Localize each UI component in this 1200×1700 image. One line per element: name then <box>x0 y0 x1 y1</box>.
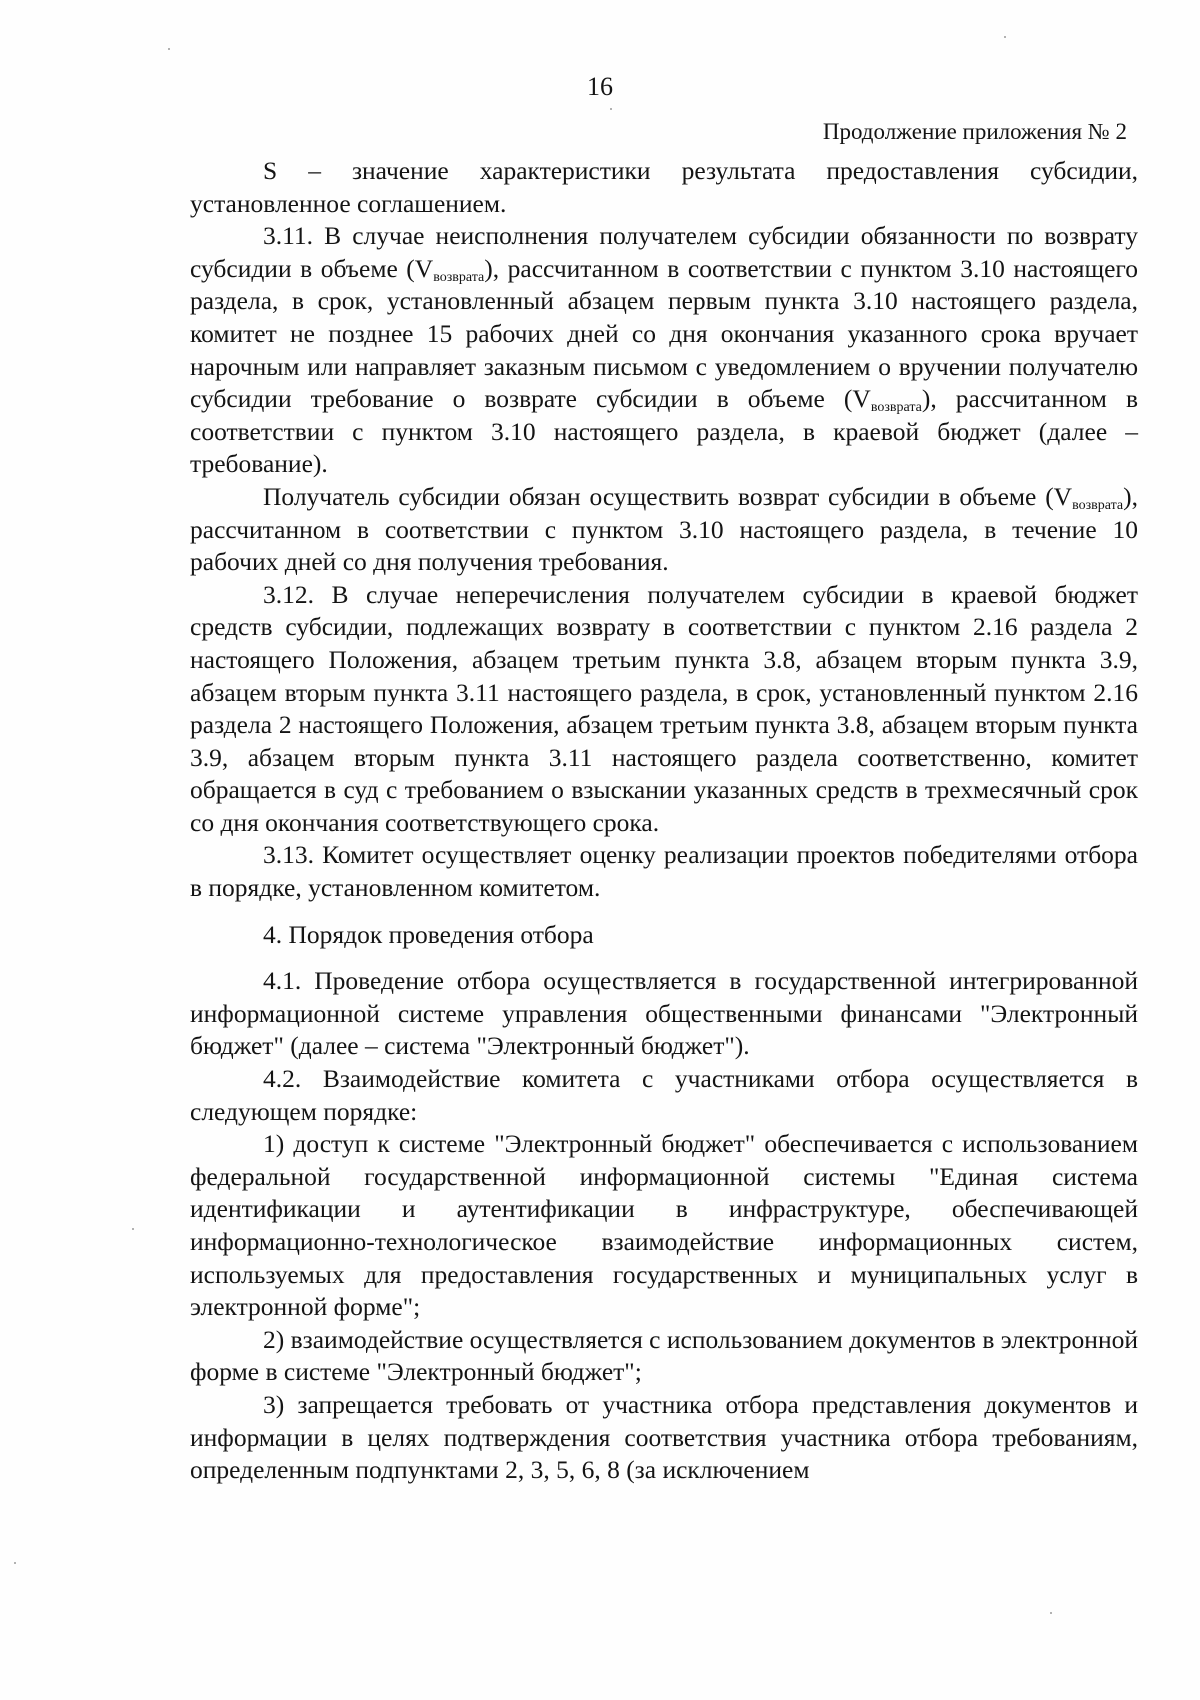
list-item-4-2-2: 2) взаимодействие осуществляется с использованием документов в электронной форме в системе "Электронный бюджет"; <box>190 1324 1138 1387</box>
paragraph-3-11 <box>190 220 1138 481</box>
paragraph-3-11-part-b: ), рассчитанном в соответствии с пунктом 3.10 настоящего раздела, в срок, установленный абзацем первым пункта 3.10 настоящего раздела, комитет не позднее 15 рабочих дней со дня окончания указанного срока вручает нарочным или направляет заказным письмом с уведомлением о вручении получателю субсидии требование о возврате субсидии в объеме (V <box>190 253 1138 414</box>
paragraph-3-13: 3.13. Комитет осуществляет оценку реализации проектов победителями отбора в порядке, установленном комитетом. <box>190 840 1138 903</box>
document-body <box>190 155 1138 1487</box>
page-number: 16 <box>587 72 613 101</box>
scan-speck <box>610 108 612 110</box>
scan-speck <box>132 1228 134 1230</box>
subscript-v-return: возврата <box>1072 497 1124 513</box>
paragraph-3-11-part-a: 3.11. В случае неисполнения получателем субсидии обязанности по возврату субсидии в объеме (V <box>190 221 1138 283</box>
subscript-v-return: возврата <box>433 269 485 285</box>
paragraph-4-2: 4.2. Взаимодействие комитета с участниками отбора осуществляется в следующем порядке: <box>190 1064 1138 1126</box>
scan-speck <box>14 1562 16 1564</box>
scan-speck <box>1004 36 1006 38</box>
paragraph-s-definition: S – значение характеристики результата предоставления субсидии, установленное соглашением. <box>190 156 1138 218</box>
paragraph-recipient-obligation <box>190 481 1138 579</box>
appendix-continuation-note: Продолжение приложения № 2 <box>822 119 1127 144</box>
paragraph-3-12: 3.12. В случае неперечисления получателем субсидии в краевой бюджет средств субсидии, подлежащих возврату в соответствии с пунктом 2.16 раздела 2 настоящего Положения, абзацем третьим пункта 3.8, абзацем вторым пункта 3.9, абзацем вторым пункта 3.11 настоящего раздела, в срок, установленный пунктом 2.16 раздела 2 настоящего Положения, абзацем третьим пункта 3.8, абзацем вторым пункта 3.9, абзацем вторым пункта 3.11 настоящего раздела соответственно, комитет обращается в суд с требованием о взыскании указанных средств в трехмесячный срок со дня окончания соответствующего срока. <box>190 579 1138 837</box>
scan-speck <box>1050 1612 1052 1614</box>
list-item-4-2-1: 1) доступ к системе "Электронный бюджет" обеспечивается с использованием федеральной государственной информационной системы "Единая система идентификации и аутентификации в инфраструктуре, обеспечивающей информационно-технологическое взаимодействие информационных систем, используемых для предоставления государственных и муниципальных услуг в электронной форме"; <box>190 1129 1138 1322</box>
paragraph-4-1: 4.1. Проведение отбора осуществляется в государственной интегрированной информационной системе управления общественными финансами "Электронный бюджет" (далее – система "Электронный бюджет"). <box>190 966 1138 1061</box>
paragraph-recipient-obligation-part-b: ), рассчитанном в соответствии с пунктом 3.10 настоящего раздела, в течение 10 рабочих дней со дня получения требования. <box>190 481 1138 577</box>
list-item-4-2-3: 3) запрещается требовать от участника отбора представления документов и информации в целях подтверждения соответствия участника отбора требованиям, определенным подпунктами 2, 3, 5, 6, 8 (за исключением <box>190 1389 1138 1485</box>
section-heading-4: 4. Порядок проведения отбора <box>263 919 594 949</box>
scan-speck <box>168 48 170 50</box>
paragraph-recipient-obligation-part-a: Получатель субсидии обязан осуществить возврат субсидии в объеме (V <box>263 481 1073 511</box>
subscript-v-return: возврата <box>870 400 922 416</box>
paragraph-3-11-part-c: ), рассчитанном в соответствии с пунктом 3.10 настоящего раздела, в краевой бюджет (далее – требование). <box>190 384 1138 479</box>
